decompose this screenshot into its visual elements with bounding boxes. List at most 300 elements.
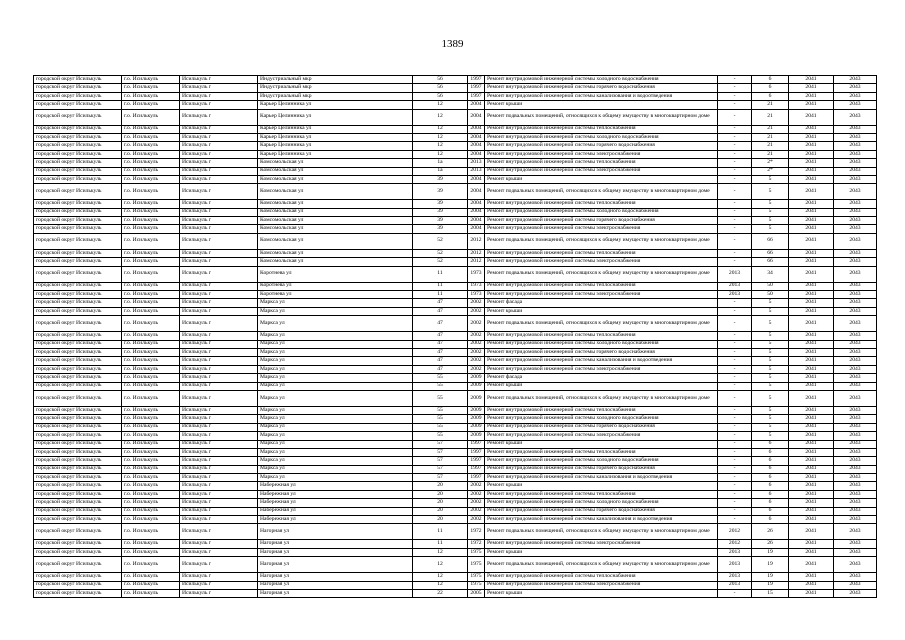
build-year-cell: 2013 — [468, 159, 485, 167]
house-number-cell: 55 — [413, 415, 468, 423]
wear-cell: 6 — [752, 84, 789, 92]
settlement-cell: г.о. Исилькуль — [122, 225, 180, 233]
locality-cell: Исилькуль г — [180, 208, 258, 216]
table-row — [34, 200, 877, 208]
build-year-cell: 2009 — [468, 390, 485, 406]
plan-start-cell: 2041 — [789, 423, 834, 431]
plan-start-cell: 2041 — [789, 233, 834, 249]
plan-end-cell: 2043 — [834, 159, 877, 167]
plan-end-cell: 2043 — [834, 208, 877, 216]
work-type-cell: Ремонт внутридомовой инженерной системы электроснабжения — [485, 581, 718, 589]
house-number-cell: 11 — [413, 540, 468, 548]
work-type-cell: Ремонт внутридомовой инженерной системы электроснабжения — [485, 365, 718, 373]
work-type-cell: Ремонт внутридомовой инженерной системы холодного водоснабжения — [485, 457, 718, 465]
municipality-cell: городской округ Исилькуль — [34, 307, 122, 315]
house-number-cell: 12 — [413, 133, 468, 141]
last-repair-year-cell: - — [718, 432, 752, 440]
house-number-cell: 55 — [413, 423, 468, 431]
work-type-cell: Ремонт внутридомовой инженерной системы теплоснабжения — [485, 249, 718, 257]
build-year-cell: 1973 — [468, 282, 485, 290]
table-row — [34, 448, 877, 456]
municipality-cell: городской округ Исилькуль — [34, 516, 122, 524]
work-type-cell: Ремонт подвальных помещений, относящихся к общему имуществу в многоквартирном доме — [485, 557, 718, 573]
table-row — [34, 291, 877, 299]
last-repair-year-cell: - — [718, 374, 752, 382]
plan-end-cell: 2043 — [834, 125, 877, 133]
locality-cell: Исилькуль г — [180, 482, 258, 490]
house-number-cell: 12 — [413, 557, 468, 573]
municipality-cell: городской округ Исилькуль — [34, 282, 122, 290]
plan-start-cell: 2041 — [789, 217, 834, 225]
table-row — [34, 348, 877, 356]
street-cell: Набережная ул — [258, 490, 413, 498]
last-repair-year-cell: - — [718, 84, 752, 92]
build-year-cell: 2004 — [468, 175, 485, 183]
locality-cell: Исилькуль г — [180, 217, 258, 225]
plan-end-cell: 2043 — [834, 581, 877, 589]
build-year-cell: 2004 — [468, 217, 485, 225]
house-number-cell: 47 — [413, 365, 468, 373]
table-row — [34, 159, 877, 167]
street-cell: Комсомольская ул — [258, 208, 413, 216]
house-number-cell: 12 — [413, 125, 468, 133]
table-row — [34, 557, 877, 573]
wear-cell: 6 — [752, 440, 789, 448]
wear-cell: 6 — [752, 482, 789, 490]
plan-end-cell: 2043 — [834, 448, 877, 456]
plan-end-cell: 2043 — [834, 299, 877, 307]
table-row — [34, 516, 877, 524]
street-cell: Маркса ул — [258, 448, 413, 456]
wear-cell: 19 — [752, 548, 789, 556]
locality-cell: Исилькуль г — [180, 423, 258, 431]
wear-cell: 5 — [752, 316, 789, 332]
work-type-cell: Ремонт внутридомовой инженерной системы канализования и водоотведения — [485, 357, 718, 365]
plan-end-cell: 2043 — [834, 457, 877, 465]
settlement-cell: г.о. Исилькуль — [122, 499, 180, 507]
table-row — [34, 357, 877, 365]
house-number-cell: 57 — [413, 474, 468, 482]
plan-start-cell: 2041 — [789, 490, 834, 498]
wear-cell: 6 — [752, 457, 789, 465]
work-type-cell: Ремонт подвальных помещений, относящихся к общему имуществу в многоквартирном доме — [485, 266, 718, 282]
locality-cell: Исилькуль г — [180, 76, 258, 84]
locality-cell: Исилькуль г — [180, 133, 258, 141]
wear-cell: 5 — [752, 390, 789, 406]
plan-end-cell: 2043 — [834, 101, 877, 109]
municipality-cell: городской округ Исилькуль — [34, 465, 122, 473]
work-type-cell: Ремонт внутридомовой инженерной системы канализования и водоотведения — [485, 92, 718, 100]
settlement-cell: г.о. Исилькуль — [122, 516, 180, 524]
plan-start-cell: 2041 — [789, 457, 834, 465]
plan-end-cell: 2043 — [834, 382, 877, 390]
wear-cell: 5 — [752, 432, 789, 440]
last-repair-year-cell: - — [718, 150, 752, 158]
last-repair-year-cell: - — [718, 184, 752, 200]
plan-end-cell: 2043 — [834, 348, 877, 356]
municipality-cell: городской округ Исилькуль — [34, 76, 122, 84]
last-repair-year-cell: - — [718, 423, 752, 431]
street-cell: Индустриальный мкр — [258, 84, 413, 92]
last-repair-year-cell: - — [718, 316, 752, 332]
settlement-cell: г.о. Исилькуль — [122, 382, 180, 390]
locality-cell: Исилькуль г — [180, 282, 258, 290]
street-cell: Комсомольская ул — [258, 167, 413, 175]
last-repair-year-cell: - — [718, 340, 752, 348]
build-year-cell: 1975 — [468, 581, 485, 589]
settlement-cell: г.о. Исилькуль — [122, 482, 180, 490]
last-repair-year-cell: - — [718, 101, 752, 109]
municipality-cell: городской округ Исилькуль — [34, 390, 122, 406]
build-year-cell: 2012 — [468, 233, 485, 249]
house-number-cell: 39 — [413, 217, 468, 225]
last-repair-year-cell: - — [718, 167, 752, 175]
house-number-cell: 47 — [413, 307, 468, 315]
work-type-cell: Ремонт внутридомовой инженерной системы теплоснабжения — [485, 490, 718, 498]
work-type-cell: Ремонт внутридомовой инженерной системы холодного водоснабжения — [485, 133, 718, 141]
build-year-cell: 2009 — [468, 406, 485, 414]
work-type-cell: Ремонт внутридомовой инженерной системы холодного водоснабжения — [485, 415, 718, 423]
street-cell: Комсомольская ул — [258, 225, 413, 233]
work-type-cell: Ремонт внутридомовой инженерной системы электроснабжения — [485, 167, 718, 175]
locality-cell: Исилькуль г — [180, 125, 258, 133]
house-number-cell: 39 — [413, 208, 468, 216]
work-type-cell: Ремонт подвальных помещений, относящихся к общему имуществу в многоквартирном доме — [485, 233, 718, 249]
locality-cell: Исилькуль г — [180, 150, 258, 158]
build-year-cell: 2012 — [468, 258, 485, 266]
settlement-cell: г.о. Исилькуль — [122, 184, 180, 200]
settlement-cell: г.о. Исилькуль — [122, 266, 180, 282]
plan-end-cell: 2043 — [834, 92, 877, 100]
settlement-cell: г.о. Исилькуль — [122, 581, 180, 589]
build-year-cell: 2004 — [468, 150, 485, 158]
settlement-cell: г.о. Исилькуль — [122, 406, 180, 414]
last-repair-year-cell: - — [718, 133, 752, 141]
plan-start-cell: 2041 — [789, 581, 834, 589]
table-row — [34, 540, 877, 548]
street-cell: Набережная ул — [258, 499, 413, 507]
plan-start-cell: 2041 — [789, 101, 834, 109]
municipality-cell: городской округ Исилькуль — [34, 482, 122, 490]
build-year-cell: 2002 — [468, 507, 485, 515]
wear-cell: 21 — [752, 125, 789, 133]
build-year-cell: 2004 — [468, 200, 485, 208]
build-year-cell: 1975 — [468, 557, 485, 573]
plan-start-cell: 2041 — [789, 92, 834, 100]
work-type-cell: Ремонт внутридомовой инженерной системы теплоснабжения — [485, 448, 718, 456]
locality-cell: Исилькуль г — [180, 573, 258, 581]
table-row — [34, 282, 877, 290]
plan-end-cell: 2043 — [834, 340, 877, 348]
plan-end-cell: 2043 — [834, 133, 877, 141]
plan-end-cell: 2043 — [834, 432, 877, 440]
street-cell: Нагорная ул — [258, 540, 413, 548]
last-repair-year-cell: - — [718, 516, 752, 524]
street-cell: Нагорная ул — [258, 557, 413, 573]
table-row — [34, 233, 877, 249]
plan-start-cell: 2041 — [789, 291, 834, 299]
last-repair-year-cell: - — [718, 465, 752, 473]
build-year-cell: 1972 — [468, 524, 485, 540]
street-cell: Маркса ул — [258, 374, 413, 382]
plan-start-cell: 2041 — [789, 332, 834, 340]
plan-start-cell: 2041 — [789, 440, 834, 448]
street-cell: Коротнева ул — [258, 282, 413, 290]
wear-cell: 5 — [752, 208, 789, 216]
wear-cell: 50 — [752, 291, 789, 299]
street-cell: Комсомольская ул — [258, 233, 413, 249]
table-row — [34, 589, 877, 597]
settlement-cell: г.о. Исилькуль — [122, 316, 180, 332]
street-cell: Маркса ул — [258, 423, 413, 431]
table-row — [34, 382, 877, 390]
house-number-cell: 55 — [413, 406, 468, 414]
wear-cell: 19 — [752, 557, 789, 573]
plan-start-cell: 2041 — [789, 499, 834, 507]
locality-cell: Исилькуль г — [180, 440, 258, 448]
locality-cell: Исилькуль г — [180, 374, 258, 382]
last-repair-year-cell: - — [718, 448, 752, 456]
table-row — [34, 258, 877, 266]
house-number-cell: 20 — [413, 482, 468, 490]
street-cell: Карьер Целинника ул — [258, 109, 413, 125]
last-repair-year-cell: - — [718, 332, 752, 340]
table-row — [34, 581, 877, 589]
work-type-cell: Ремонт внутридомовой инженерной системы электроснабжения — [485, 150, 718, 158]
settlement-cell: г.о. Исилькуль — [122, 365, 180, 373]
plan-end-cell: 2043 — [834, 482, 877, 490]
page-number: 1389 — [441, 38, 464, 50]
last-repair-year-cell: - — [718, 440, 752, 448]
house-number-cell: 57 — [413, 465, 468, 473]
municipality-cell: городской округ Исилькуль — [34, 573, 122, 581]
house-number-cell: 52 — [413, 258, 468, 266]
last-repair-year-cell: - — [718, 357, 752, 365]
house-number-cell: 57 — [413, 457, 468, 465]
house-number-cell: 39 — [413, 225, 468, 233]
settlement-cell: г.о. Исилькуль — [122, 357, 180, 365]
plan-end-cell: 2043 — [834, 76, 877, 84]
municipality-cell: городской округ Исилькуль — [34, 258, 122, 266]
settlement-cell: г.о. Исилькуль — [122, 200, 180, 208]
last-repair-year-cell: - — [718, 225, 752, 233]
locality-cell: Исилькуль г — [180, 316, 258, 332]
wear-cell: 5 — [752, 365, 789, 373]
locality-cell: Исилькуль г — [180, 357, 258, 365]
last-repair-year-cell: - — [718, 208, 752, 216]
last-repair-year-cell: - — [718, 589, 752, 597]
wear-cell: 6 — [752, 474, 789, 482]
wear-cell: 34 — [752, 266, 789, 282]
build-year-cell: 1997 — [468, 465, 485, 473]
work-type-cell: Ремонт крыши — [485, 101, 718, 109]
street-cell: Маркса ул — [258, 465, 413, 473]
build-year-cell: 1973 — [468, 266, 485, 282]
locality-cell: Исилькуль г — [180, 332, 258, 340]
municipality-cell: городской округ Исилькуль — [34, 557, 122, 573]
settlement-cell: г.о. Исилькуль — [122, 415, 180, 423]
house-number-cell: 55 — [413, 432, 468, 440]
wear-cell: 5 — [752, 184, 789, 200]
plan-start-cell: 2041 — [789, 465, 834, 473]
plan-start-cell: 2041 — [789, 524, 834, 540]
table-row — [34, 507, 877, 515]
street-cell: Нагорная ул — [258, 573, 413, 581]
build-year-cell: 2013 — [468, 167, 485, 175]
municipality-cell: городской округ Исилькуль — [34, 233, 122, 249]
municipality-cell: городской округ Исилькуль — [34, 225, 122, 233]
plan-start-cell: 2041 — [789, 357, 834, 365]
plan-end-cell: 2043 — [834, 184, 877, 200]
locality-cell: Исилькуль г — [180, 291, 258, 299]
build-year-cell: 2012 — [468, 249, 485, 257]
last-repair-year-cell: 2012 — [718, 540, 752, 548]
wear-cell: 5 — [752, 415, 789, 423]
locality-cell: Исилькуль г — [180, 175, 258, 183]
locality-cell: Исилькуль г — [180, 457, 258, 465]
build-year-cell: 2009 — [468, 423, 485, 431]
settlement-cell: г.о. Исилькуль — [122, 340, 180, 348]
municipality-cell: городской округ Исилькуль — [34, 92, 122, 100]
table-row — [34, 225, 877, 233]
house-number-cell: 52 — [413, 233, 468, 249]
locality-cell: Исилькуль г — [180, 249, 258, 257]
last-repair-year-cell: - — [718, 299, 752, 307]
work-type-cell: Ремонт подвальных помещений, относящихся к общему имуществу в многоквартирном доме — [485, 524, 718, 540]
wear-cell: 26 — [752, 524, 789, 540]
build-year-cell: 1997 — [468, 474, 485, 482]
table-row — [34, 340, 877, 348]
municipality-cell: городской округ Исилькуль — [34, 150, 122, 158]
last-repair-year-cell: - — [718, 92, 752, 100]
table-row — [34, 499, 877, 507]
plan-end-cell: 2043 — [834, 423, 877, 431]
settlement-cell: г.о. Исилькуль — [122, 109, 180, 125]
plan-end-cell: 2043 — [834, 258, 877, 266]
house-number-cell: 47 — [413, 348, 468, 356]
build-year-cell: 1997 — [468, 92, 485, 100]
municipality-cell: городской округ Исилькуль — [34, 490, 122, 498]
locality-cell: Исилькуль г — [180, 589, 258, 597]
house-number-cell: 20 — [413, 516, 468, 524]
wear-cell: 19 — [752, 573, 789, 581]
wear-cell: 5 — [752, 340, 789, 348]
house-number-cell: 55 — [413, 382, 468, 390]
work-type-cell: Ремонт внутридомовой инженерной системы теплоснабжения — [485, 573, 718, 581]
municipality-cell: городской округ Исилькуль — [34, 382, 122, 390]
table-row — [34, 423, 877, 431]
build-year-cell: 1972 — [468, 540, 485, 548]
plan-end-cell: 2043 — [834, 291, 877, 299]
municipality-cell: городской округ Исилькуль — [34, 266, 122, 282]
table-row — [34, 299, 877, 307]
house-number-cell: 56 — [413, 92, 468, 100]
municipality-cell: городской округ Исилькуль — [34, 415, 122, 423]
table-row — [34, 125, 877, 133]
plan-end-cell: 2043 — [834, 109, 877, 125]
locality-cell: Исилькуль г — [180, 540, 258, 548]
work-type-cell: Ремонт внутридомовой инженерной системы горячего водоснабжения — [485, 348, 718, 356]
build-year-cell: 2002 — [468, 332, 485, 340]
house-number-cell: 39 — [413, 175, 468, 183]
settlement-cell: г.о. Исилькуль — [122, 490, 180, 498]
plan-end-cell: 2043 — [834, 150, 877, 158]
locality-cell: Исилькуль г — [180, 365, 258, 373]
table-row — [34, 365, 877, 373]
table-row — [34, 184, 877, 200]
settlement-cell: г.о. Исилькуль — [122, 307, 180, 315]
build-year-cell: 2004 — [468, 225, 485, 233]
settlement-cell: г.о. Исилькуль — [122, 348, 180, 356]
wear-cell: 19 — [752, 581, 789, 589]
plan-start-cell: 2041 — [789, 175, 834, 183]
last-repair-year-cell: - — [718, 233, 752, 249]
plan-end-cell: 2043 — [834, 589, 877, 597]
street-cell: Маркса ул — [258, 348, 413, 356]
last-repair-year-cell: - — [718, 365, 752, 373]
municipality-cell: городской округ Исилькуль — [34, 109, 122, 125]
wear-cell: 6 — [752, 490, 789, 498]
build-year-cell: 2004 — [468, 101, 485, 109]
build-year-cell: 2004 — [468, 125, 485, 133]
wear-cell: 2* — [752, 167, 789, 175]
wear-cell: 66 — [752, 258, 789, 266]
municipality-cell: городской округ Исилькуль — [34, 365, 122, 373]
work-type-cell: Ремонт внутридомовой инженерной системы электроснабжения — [485, 291, 718, 299]
locality-cell: Исилькуль г — [180, 340, 258, 348]
work-type-cell: Ремонт фасада — [485, 374, 718, 382]
house-number-cell: 55 — [413, 374, 468, 382]
last-repair-year-cell: - — [718, 142, 752, 150]
build-year-cell: 2002 — [468, 490, 485, 498]
build-year-cell: 2002 — [468, 299, 485, 307]
street-cell: Маркса ул — [258, 357, 413, 365]
last-repair-year-cell: 2013 — [718, 573, 752, 581]
locality-cell: Исилькуль г — [180, 233, 258, 249]
municipality-cell: городской округ Исилькуль — [34, 357, 122, 365]
street-cell: Комсомольская ул — [258, 175, 413, 183]
municipality-cell: городской округ Исилькуль — [34, 200, 122, 208]
plan-start-cell: 2041 — [789, 507, 834, 515]
plan-end-cell: 2043 — [834, 357, 877, 365]
plan-start-cell: 2041 — [789, 589, 834, 597]
wear-cell: 6 — [752, 465, 789, 473]
street-cell: Маркса ул — [258, 307, 413, 315]
house-number-cell: 12 — [413, 548, 468, 556]
street-cell: Комсомольская ул — [258, 249, 413, 257]
wear-cell: 50 — [752, 282, 789, 290]
street-cell: Комсомольская ул — [258, 184, 413, 200]
work-type-cell: Ремонт внутридомовой инженерной системы теплоснабжения — [485, 200, 718, 208]
settlement-cell: г.о. Исилькуль — [122, 125, 180, 133]
street-cell: Коротнева ул — [258, 291, 413, 299]
plan-end-cell: 2043 — [834, 142, 877, 150]
street-cell: Нагорная ул — [258, 524, 413, 540]
build-year-cell: 2009 — [468, 415, 485, 423]
last-repair-year-cell: - — [718, 390, 752, 406]
last-repair-year-cell: - — [718, 507, 752, 515]
table-row — [34, 415, 877, 423]
build-year-cell: 1997 — [468, 440, 485, 448]
municipality-cell: городской округ Исилькуль — [34, 548, 122, 556]
locality-cell: Исилькуль г — [180, 390, 258, 406]
work-type-cell: Ремонт внутридомовой инженерной системы теплоснабжения — [485, 159, 718, 167]
build-year-cell: 2004 — [468, 184, 485, 200]
wear-cell: 66 — [752, 233, 789, 249]
plan-start-cell: 2041 — [789, 415, 834, 423]
wear-cell: 21 — [752, 133, 789, 141]
work-type-cell: Ремонт внутридомовой инженерной системы горячего водоснабжения — [485, 465, 718, 473]
